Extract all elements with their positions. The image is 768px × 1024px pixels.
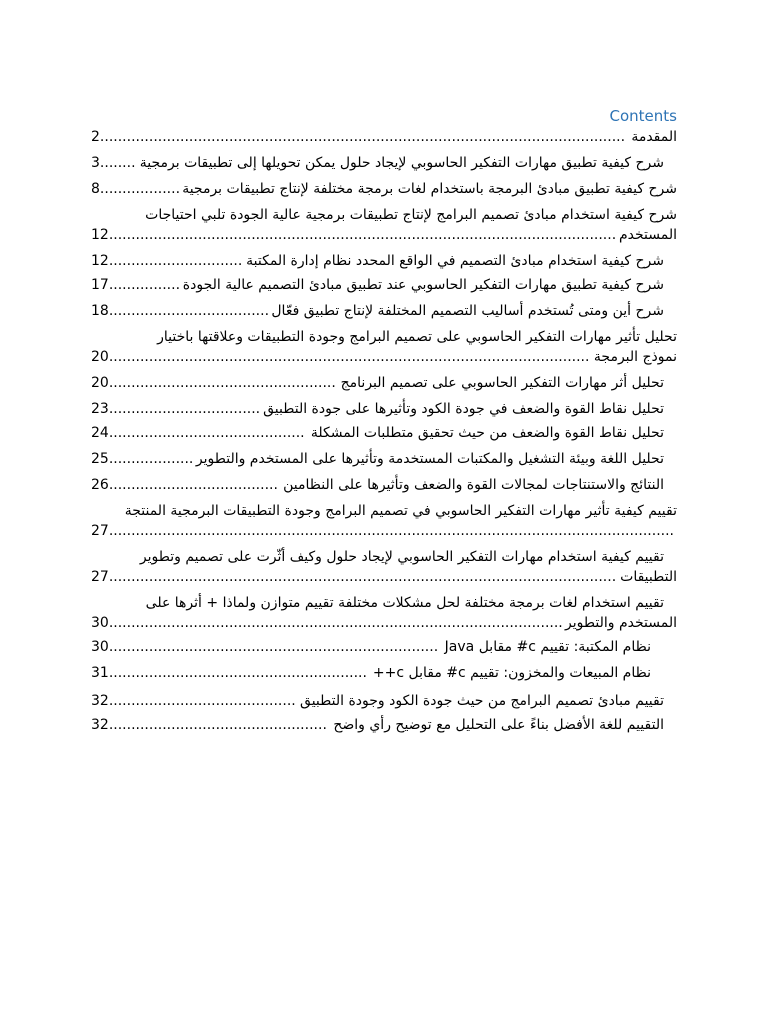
toc-entry-text[interactable]: المستخدم bbox=[618, 227, 677, 243]
toc-page-number[interactable]: 27 bbox=[91, 569, 109, 585]
toc-leader-dots: .................................... bbox=[108, 303, 270, 319]
toc-page-number[interactable]: 30 bbox=[91, 639, 109, 655]
toc-page-number[interactable]: 12 bbox=[91, 227, 109, 243]
toc-entry-text[interactable]: شرح أين ومتى تُستخدم أساليب التصميم المختلفة لإنتاج تطبيق فعّال bbox=[271, 303, 664, 319]
toc-entry-text[interactable]: المستخدم والتطوير bbox=[565, 615, 677, 631]
toc-entry-text[interactable]: تقييم مبادئ تصميم البرامج من حيث جودة الكود وجودة التطبيق bbox=[300, 693, 664, 709]
toc-leader-dots: ............................................ bbox=[108, 425, 305, 441]
toc-entry-text[interactable]: نموذج البرمجة bbox=[593, 349, 677, 365]
toc-entry-text[interactable]: التقييم للغة الأفضل بناءً على التحليل مع توضيح رأي واضح bbox=[333, 717, 664, 733]
toc-entry-text[interactable]: النتائج والاستنتاجات لمجالات القوة والضعف وتأثيرها على النظامين bbox=[283, 477, 664, 493]
toc-page-number[interactable]: 25 bbox=[91, 451, 109, 467]
toc-leader-dots: .................................. bbox=[108, 401, 261, 417]
toc-page-number[interactable]: 30 bbox=[91, 615, 109, 631]
toc-leader-dots: ................................................. bbox=[108, 717, 327, 733]
toc-entry-text[interactable]: شرح كيفية تطبيق مبادئ البرمجة باستخدام لغات برمجة مختلفة لإنتاج تطبيقات برمجية bbox=[182, 181, 677, 197]
toc-leader-dots: .......................................................................... bbox=[108, 639, 439, 655]
toc-leader-dots: ................ bbox=[108, 277, 181, 293]
toc-entry-text[interactable]: تحليل نقاط القوة والضعف في جودة الكود وتأثيرها على جودة التطبيق bbox=[263, 401, 664, 417]
toc-entry-text[interactable]: شرح كيفية استخدام مبادئ التصميم في الواقع المحدد نظام إدارة المكتبة bbox=[246, 253, 664, 269]
toc-leader-dots: ................... bbox=[108, 451, 194, 467]
toc-page-number[interactable]: 32 bbox=[91, 693, 109, 709]
toc-entry-text[interactable]: تحليل نقاط القوة والضعف من حيث تحقيق متطلبات المشكلة bbox=[310, 425, 664, 441]
toc-page-number[interactable]: 17 bbox=[91, 277, 109, 293]
toc-page-number[interactable]: 24 bbox=[91, 425, 109, 441]
toc-entry-text[interactable]: شرح كيفية استخدام مبادئ تصميم البرامج لإنتاج تطبيقات برمجية عالية الجودة تلبي احتياجات bbox=[145, 207, 677, 223]
toc-page-number[interactable]: 23 bbox=[91, 401, 109, 417]
toc-entry-text[interactable]: المقدمة bbox=[631, 129, 677, 145]
toc-page-number[interactable]: 32 bbox=[91, 717, 109, 733]
toc-leader-dots: ................................................... bbox=[108, 375, 336, 391]
toc-page-number[interactable]: 8 bbox=[91, 181, 100, 197]
toc-entry-text[interactable]: تحليل أثر مهارات التفكير الحاسوبي على تصميم البرنامج bbox=[340, 375, 664, 391]
toc-page-number[interactable]: 20 bbox=[91, 349, 109, 365]
toc-leader-dots: .................. bbox=[99, 181, 181, 197]
toc-page-number[interactable]: 26 bbox=[91, 477, 109, 493]
toc-page-number[interactable]: 27 bbox=[91, 523, 109, 539]
toc-entry-text[interactable]: نظام المبيعات والمخزون: تقييم c# مقابل c++ bbox=[372, 665, 651, 681]
toc-leader-dots: .......................................... bbox=[108, 693, 296, 709]
toc-entry-text[interactable]: تقييم استخدام لغات برمجة مختلفة لحل مشكلات مختلفة تقييم متوازن ولماذا + أثرها على bbox=[145, 595, 664, 611]
toc-title: Contents bbox=[609, 107, 677, 125]
toc-leader-dots: ............................................................................................................ bbox=[108, 349, 590, 365]
toc-entry-text[interactable]: شرح كيفية تطبيق مهارات التفكير الحاسوبي لإيجاد حلول يمكن تحويلها إلى تطبيقات برمجية bbox=[139, 155, 664, 171]
toc-page-number[interactable]: 12 bbox=[91, 253, 109, 269]
toc-page-number[interactable]: 18 bbox=[91, 303, 109, 319]
toc-entry-text[interactable]: تقييم كيفية تأثير مهارات التفكير الحاسوبي في تصميم البرامج وجودة التطبيقات البرمجية المنتجة bbox=[124, 503, 677, 519]
toc-leader-dots: ...................................................................................................................... bbox=[99, 129, 626, 145]
toc-leader-dots: .................................................................................................................. bbox=[108, 569, 617, 585]
toc-page-number[interactable]: 31 bbox=[91, 665, 109, 681]
toc-leader-dots: .............................. bbox=[108, 253, 243, 269]
toc-leader-dots: .......................................................... bbox=[108, 665, 367, 681]
toc-entry-text[interactable]: شرح كيفية تطبيق مهارات التفكير الحاسوبي عند تطبيق مبادئ التصميم عالية الجودة bbox=[182, 277, 664, 293]
toc-entry-text[interactable]: تحليل تأثير مهارات التفكير الحاسوبي على تصميم البرامج وجودة التطبيقات وعلاقتها باختيار bbox=[157, 329, 677, 345]
toc-leader-dots: ........ bbox=[99, 155, 136, 171]
toc-leader-dots: ...................................... bbox=[108, 477, 278, 493]
toc-entry-text[interactable]: تحليل اللغة وبيئة التشغيل والمكتبات المستخدمة وتأثيرها على المستخدم والتطوير bbox=[195, 451, 664, 467]
toc-leader-dots: ...................................................................................................... bbox=[108, 615, 563, 631]
toc-entry-text[interactable]: نظام المكتبة: تقييم c# مقابل Java bbox=[444, 639, 651, 655]
toc-leader-dots: .................................................................................................................. bbox=[108, 227, 617, 243]
toc-leader-dots: ............................................................................................................................... bbox=[108, 523, 675, 539]
toc-page-number[interactable]: 20 bbox=[91, 375, 109, 391]
toc-entry-text[interactable]: التطبيقات bbox=[620, 569, 677, 585]
toc-page-number[interactable]: 3 bbox=[91, 155, 100, 171]
toc-page-number[interactable]: 2 bbox=[91, 129, 100, 145]
toc-entry-text[interactable]: تقييم كيفية استخدام مهارات التفكير الحاسوبي لإيجاد حلول وكيف أثّرت على تصميم وتطوير bbox=[139, 549, 664, 565]
